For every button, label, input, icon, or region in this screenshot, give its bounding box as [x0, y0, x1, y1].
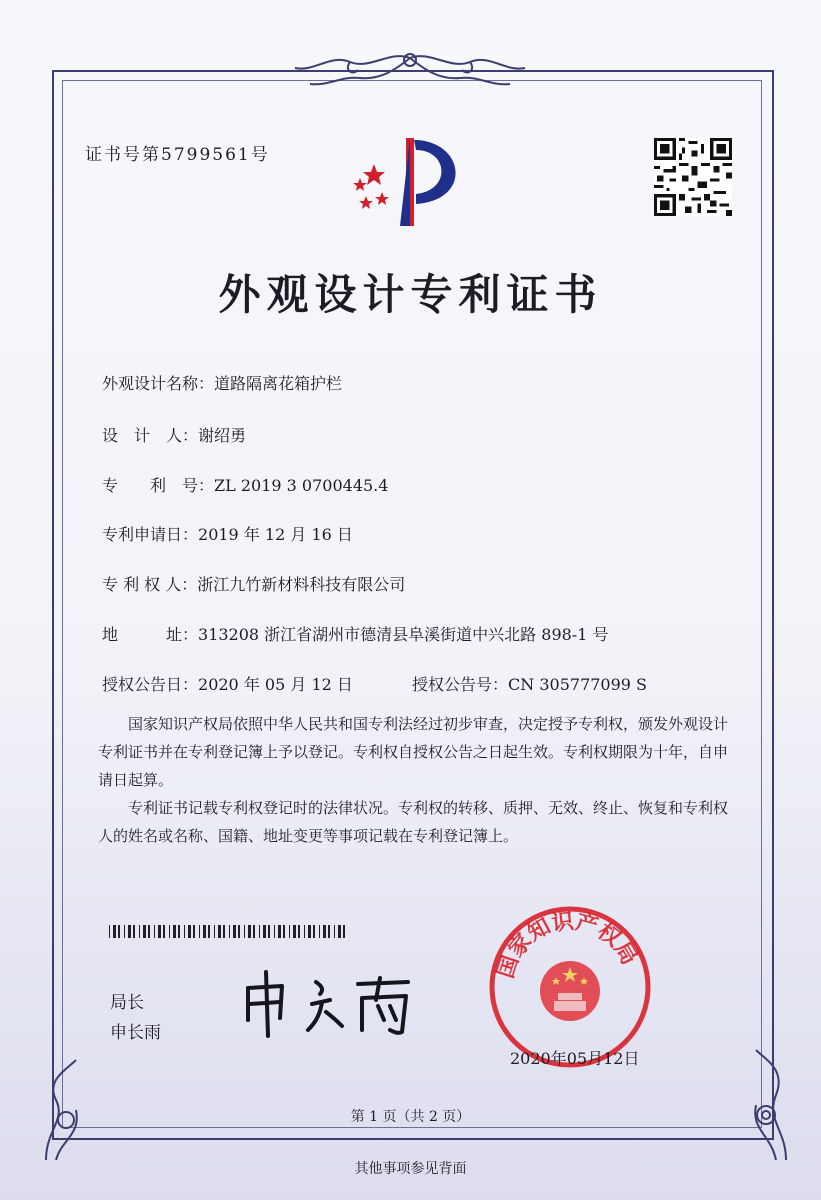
top-ornament — [290, 50, 530, 98]
grant-number-label: 授权公告号： — [412, 675, 509, 694]
director-name: 申长雨 — [110, 1023, 161, 1043]
footer-note: 其他事项参见背面 — [354, 1161, 467, 1177]
bottom-right-ornament — [726, 1040, 796, 1170]
design-name-row — [102, 371, 342, 394]
patent-number-value: ZL 2019 3 0700445.4 — [214, 476, 389, 495]
design-name-label: 外观设计名称： — [102, 374, 215, 393]
qr-code — [654, 137, 732, 217]
page-number: 第 1 页（共 2 页） — [350, 1109, 471, 1125]
seal-date: 2020年05月12日 — [510, 1049, 640, 1068]
certificate-number-suffix: 号 — [250, 145, 270, 165]
patent-number-label: 专 利 号： — [102, 476, 215, 495]
official-seal — [488, 905, 652, 1069]
address-label: 地 址： — [102, 625, 199, 644]
patent-number-row — [102, 473, 388, 496]
director-title: 局长 — [110, 993, 144, 1013]
body-paragraph-1: 国家知识产权局依照中华人民共和国专利法经过初步审查，决定授予专利权，颁发外观设计专利证书并在专利登记簿上予以登记。专利权自授权公告之日起生效。专利权期限为十年，自申请日起算。 — [98, 715, 729, 789]
certificate-title: 外观设计专利证书 — [218, 270, 603, 319]
grant-number-value: CN 305777099 S — [508, 675, 648, 694]
design-name-value: 道路隔离花箱护栏 — [214, 374, 343, 393]
patent-office-logo — [344, 130, 474, 230]
grant-number-row — [412, 672, 647, 695]
patentee-value: 浙江九竹新材料科技有限公司 — [197, 575, 406, 594]
grant-date-value: 2020 年 05 月 12 日 — [198, 675, 353, 694]
grant-date-row — [102, 672, 353, 695]
designer-row — [102, 423, 246, 446]
filing-date-label: 专利申请日： — [102, 525, 199, 544]
designer-value: 谢绍勇 — [198, 426, 247, 445]
handwritten-signature — [230, 960, 430, 1040]
certificate-number — [85, 140, 270, 165]
address-row — [102, 622, 608, 645]
grant-date-label: 授权公告日： — [102, 675, 199, 694]
filing-date-row — [102, 522, 353, 545]
address-value: 313208 浙江省湖州市德清县阜溪街道中兴北路 898-1 号 — [198, 625, 609, 644]
barcode — [109, 925, 345, 938]
body-paragraph-2: 专利证书记载专利权登记时的法律状况。专利权的转移、质押、无效、终止、恢复和专利权人的姓名或名称、国籍、地址变更等事项记载在专利登记簿上。 — [98, 799, 729, 845]
certificate-number-label: 证书号第 — [85, 145, 161, 165]
patentee-row — [102, 572, 405, 595]
certificate-number-value: 5799561 — [161, 145, 251, 165]
patentee-label: 专 利 权 人： — [102, 575, 198, 594]
designer-label: 设 计 人： — [102, 426, 199, 445]
seal-text: 国家知识产权局 — [493, 909, 642, 982]
filing-date-value: 2019 年 12 月 16 日 — [198, 525, 353, 544]
certificate-body — [98, 710, 740, 850]
